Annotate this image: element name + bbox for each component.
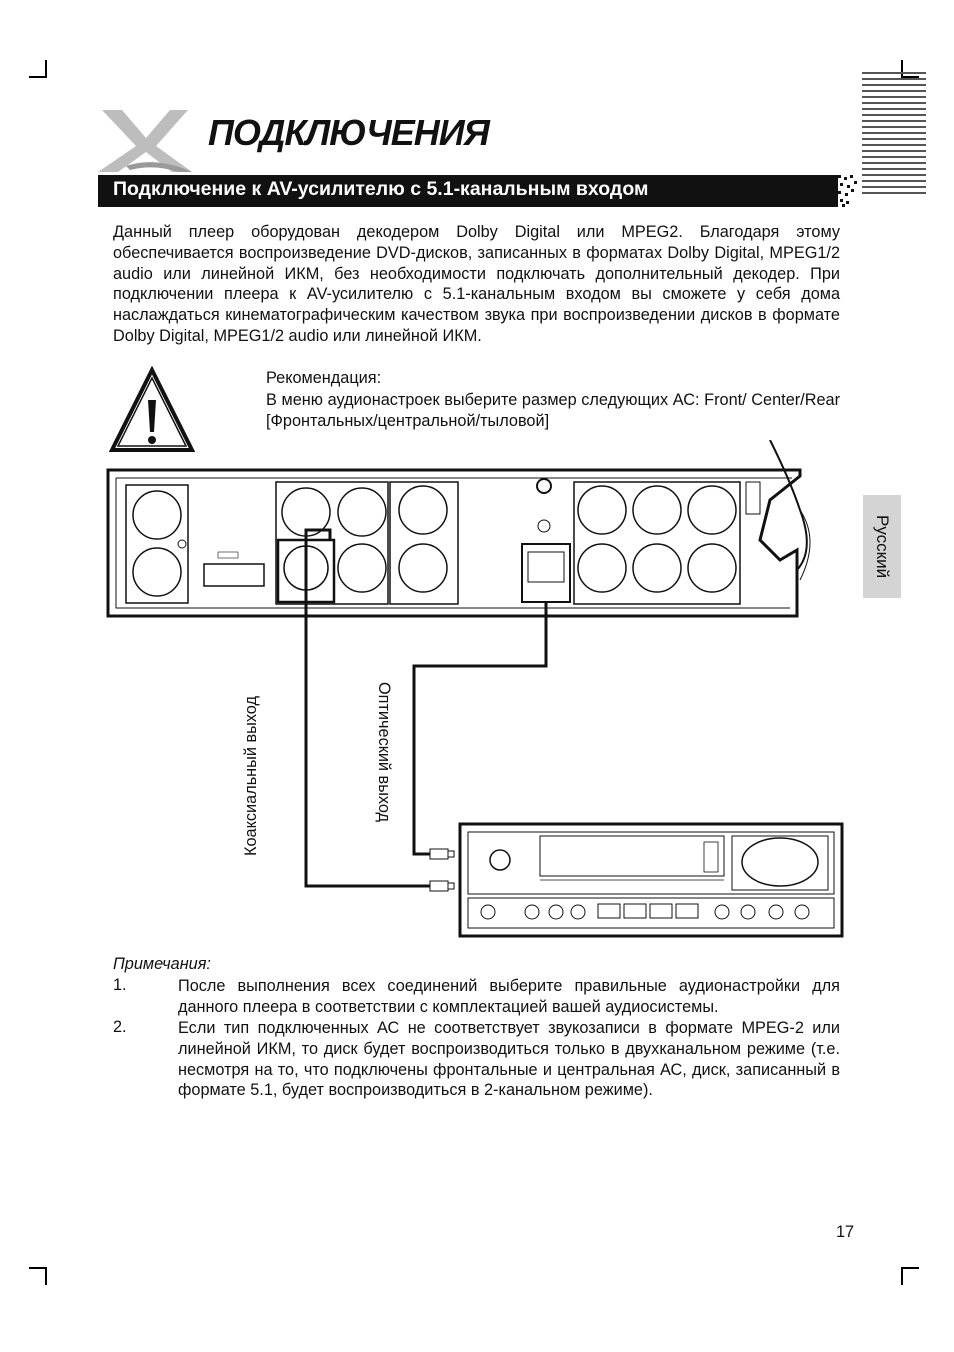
- cables: [306, 530, 546, 886]
- optical-output-label: Оптический выход: [375, 682, 393, 823]
- cable-plugs: [430, 849, 454, 891]
- player-rear-panel: [108, 440, 810, 616]
- recommendation-text: В меню аудионастроек выберите размер следующих АС: Front/ Center/Rear [Фронтальных/центральной/тыловой]: [266, 391, 840, 430]
- crop-mark-bottom-right: [901, 1267, 919, 1285]
- header-stripes-decoration: [862, 72, 926, 198]
- intro-paragraph: Данный плеер оборудован декодером Dolby Digital или MPEG2. Благодаря этому обеспечивается воспроизведение DVD-дисков, записанных в форматах Dolby Digital, MPEG1/2 audio или линейной ИКМ, без необходимости подключать дополнительный декодер. При подключении плеера к AV-усилителю с 5.1-канальным входом вы сможете у себя дома наслаждаться кинематографическим качеством звука при воспроизведении дисков в формате Dolby Digital, MPEG1/2 audio или линейной ИКМ.: [113, 223, 840, 345]
- note-number: 2.: [113, 1018, 127, 1036]
- crop-mark-top-left: [29, 60, 47, 78]
- note-text: После выполнения всех соединений выберите правильные аудионастройки для данного плеера в соответствии с комплектацией вашей аудиосистемы.: [178, 977, 840, 1016]
- section-bar-dither: [800, 175, 860, 207]
- recommendation-label: Рекомендация:: [266, 369, 382, 387]
- note-text: Если тип подключенных АС не соответствует звукозаписи в формате MPEG-2 или линейной ИКМ, то диск будет воспроизводиться только в двухканальном режиме (т.е. несмотря на то, что подключены фронтальные и центральная АС, диск, записанный в формате 5.1, будет воспроизводиться в 2-канальном режиме).: [178, 1019, 840, 1100]
- connection-diagram: [100, 440, 860, 950]
- page-number: 17: [836, 1223, 855, 1241]
- note-number: 1.: [113, 976, 127, 994]
- language-tab-label: Русский: [873, 514, 892, 579]
- section-title: Подключение к AV-усилителю с 5.1-канальным входом: [113, 178, 649, 200]
- crop-mark-bottom-left: [29, 1267, 47, 1285]
- av-receiver: [460, 824, 842, 936]
- notes-title: Примечания:: [113, 955, 211, 973]
- page-title: ПОДКЛЮЧЕНИЯ: [208, 112, 489, 153]
- brand-x-logo: [96, 108, 196, 174]
- coaxial-output-label: Коаксиальный выход: [242, 696, 260, 856]
